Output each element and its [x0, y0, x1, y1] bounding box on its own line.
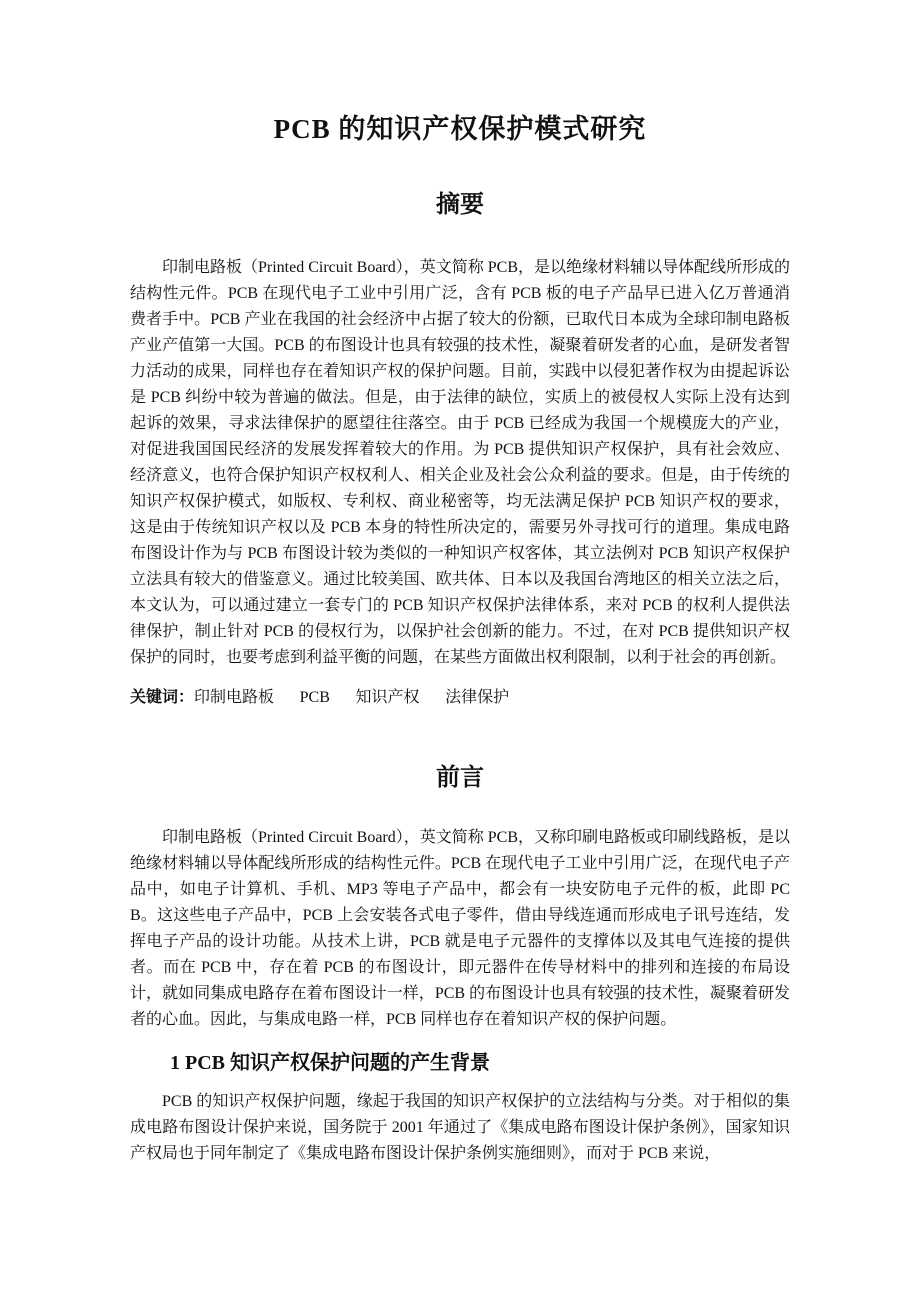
- keyword-item: PCB: [299, 689, 330, 706]
- document-title: PCB 的知识产权保护模式研究: [273, 114, 647, 144]
- abstract-heading: 摘要: [436, 192, 484, 218]
- section-1-paragraph: PCB 的知识产权保护问题，缘起于我国的知识产权保护的立法结构与分类。对于相似的集成电路布图设计保护来说，国务院于 2001 年通过了《集成电路布图设计保护条例》，国家知识产权局也于同年制定了《集成电路布图设计保护条例实施细则》，而对于 PCB 来说，: [130, 1093, 790, 1162]
- keywords-label: 关键词：: [130, 689, 195, 706]
- abstract-paragraph: 印制电路板（Printed Circuit Board），英文简称 PCB，是以绝缘材料辅以导体配线所形成的结构性元件。PCB 在现代电子工业中引用广泛，含有 PCB 板的电子产品早已进入亿万普通消费者手中。PCB 产业在我国的社会经济中占据了较大的份额，已取代日本成为全球印制电路板产业产值第一大国。PCB 的布图设计也具有较强的技术性，凝聚着研发者的心血，是研发者智力活动的成果，同样也存在着知识产权的保护问题。目前，实践中以侵犯著作权为由提起诉讼是 PCB 纠纷中较为普遍的做法。但是，由于法律的缺位，实质上的被侵权人实际上没有达到起诉的效果，寻求法律保护的愿望往往落空。由于 PCB 已经成为我国一个规模庞大的产业，对促进我国国民经济的发展发挥着较大的作用。为 PCB 提供知识产权保护，具有社会效应、经济意义，也符合保护知识产权权利人、相关企业及社会公众利益的要求。但是，由于传统的知识产权保护模式，如版权、专利权、商业秘密等，均无法满足保护 PCB 知识产权的要求，这是由于传统知识产权以及 PCB 本身的特性所决定的，需要另外寻找可行的道理。集成电路布图设计作为与 PCB 布图设计较为类似的一种知识产权客体，其立法例对 PCB 知识产权保护立法具有较大的借鉴意义。通过比较美国、欧共体、日本以及我国台湾地区的相关立法之后，本文认为，可以通过建立一套专门的 PCB 知识产权保护法律体系，来对 PCB 的权利人提供法律保护，制止针对 PCB 的侵权行为，以保护社会创新的能力。不过，在对 PCB 提供知识产权保护的同时，也要考虑到利益平衡的问题，在某些方面做出权利限制，以利于社会的再创新。: [130, 259, 791, 666]
- keyword-item: 法律保护: [445, 689, 510, 706]
- keyword-item: 印制电路板: [194, 689, 275, 706]
- section-1-heading: 1 PCB 知识产权保护问题的产生背景: [170, 1052, 490, 1074]
- keywords-line: [130, 685, 790, 711]
- keyword-item: 知识产权: [355, 689, 420, 706]
- preface-paragraph: 印制电路板（Printed Circuit Board），英文简称 PCB，又称印刷电路板或印刷线路板，是以绝缘材料辅以导体配线所形成的结构性元件。PCB 在现代电子工业中引用广泛，在现代电子产品中，如电子计算机、手机、MP3 等电子产品中，都会有一块安防电子元件的板，此即 PCB。这这些电子产品中，PCB 上会安装各式电子零件，借由导线连通而形成电子讯号连结，发挥电子产品的设计功能。从技术上讲，PCB 就是电子元器件的支撑体以及其电气连接的提供者。而在 PCB 中，存在着 PCB 的布图设计，即元器件在传导材料中的排列和连接的布局设计，就如同集成电路存在着布图设计一样，PCB 的布图设计也具有较强的技术性，凝聚着研发者的心血。因此，与集成电路一样，PCB 同样也存在着知识产权的保护问题。: [130, 829, 791, 1028]
- preface-heading: 前言: [436, 765, 484, 791]
